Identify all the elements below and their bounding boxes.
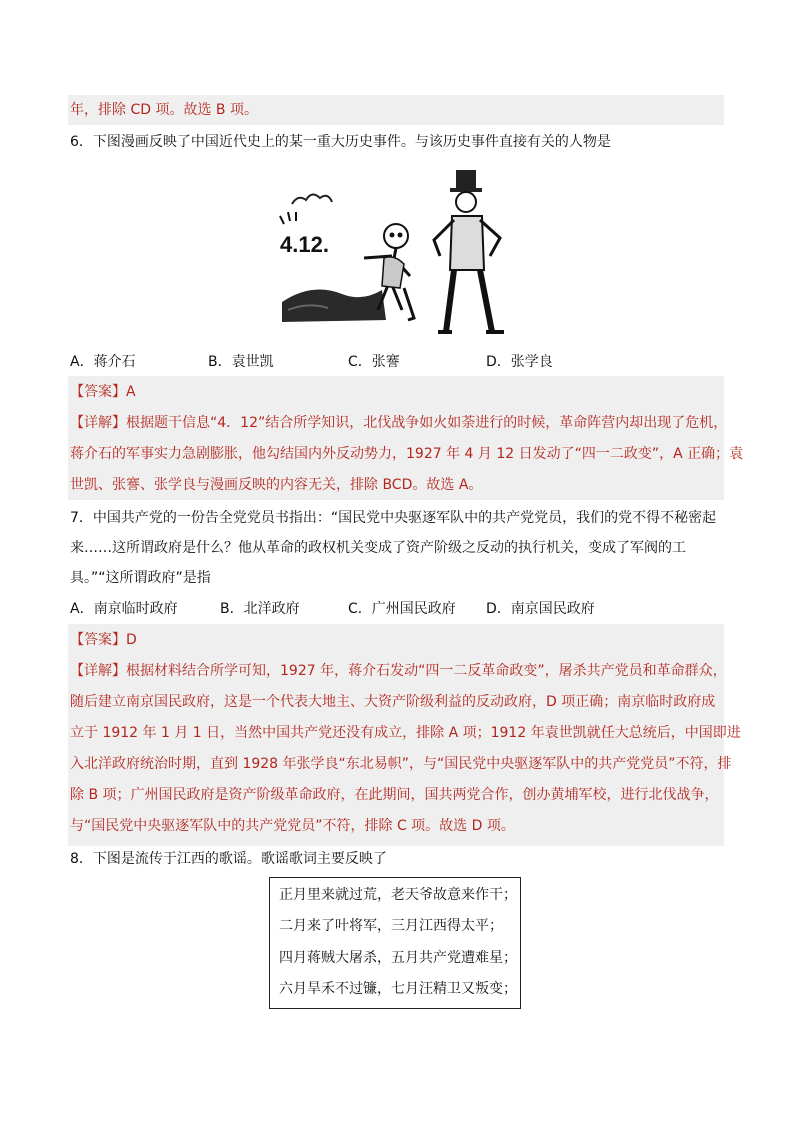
ballad-box [269,877,521,1009]
q7-option-a: A．南京临时政府 [70,601,178,617]
ballad-line-2: 二月来了叶将军，三月江西得太平； [279,918,503,934]
q7-detail-line-4: 入北洋政府统治时期，直到 1928 年张学良“东北易帜”，与“国民党中央驱逐军队中的共产党党员”不符，排 [70,756,732,772]
q7-answer [70,629,137,651]
q7-stem-line-3: 具。”“这所谓政府”是指 [70,570,211,586]
q7-stem-line-1: 7．中国共产党的一份告全党党员书指出：“国民党中央驱逐军队中的共产党党员，我们的党不得不秘密起 [70,510,717,526]
q7-option-c: C．广州国民政府 [348,601,456,617]
q6-detail-line-2: 蒋介石的军事实力急剧膨胀，他勾结国内外反动势力，1927 年 4 月 12 日发动了“四一二政变”，A 正确；袁 [70,446,744,462]
answer-value: D [126,632,137,648]
q7-detail-line-6: 与“国民党中央驱逐军队中的共产党党员”不符，排除 C 项。故选 D 项。 [70,818,515,834]
answer-value: A [126,384,136,400]
q7-detail-line-3: 立于 1912 年 1 月 1 日，当然中国共产党还没有成立，排除 A 项；1912 年袁世凯就任大总统后，中国即进 [70,725,741,741]
cartoon-label: 4.12. [280,232,329,257]
answer-tag: 【答案】 [70,384,126,400]
q6-detail-line-3: 世凯、张謇、张学良与漫画反映的内容无关，排除 BCD。故选 A。 [70,477,483,493]
q6-option-c: C．张謇 [348,354,400,370]
q7-detail-line-5: 除 B 项；广州国民政府是资产阶级革命政府，在此期间，国共两党合作，创办黄埔军校，进行北伐战争， [70,787,719,803]
q7-detail-line-2: 随后建立南京国民政府，这是一个代表大地主、大资产阶级利益的反动政府，D 项正确；南京临时政府成 [70,694,716,710]
detail-text: 根据材料结合所学可知，1927 年，蒋介石发动“四一二反革命政变”，屠杀共产党员和革命群众， [126,663,727,679]
answer-tag: 【答案】 [70,632,126,648]
detail-tag: 【详解】 [70,663,126,679]
q6-option-d: D．张学良 [486,354,553,370]
q7-stem-line-2: 来……这所谓政府是什么？他从革命的政权机关变成了资产阶级之反动的执行机关，变成了军阀的工 [70,540,686,556]
q7-detail-line-1 [70,660,727,682]
detail-tag: 【详解】 [70,415,126,431]
q6-stem: 6．下图漫画反映了中国近代史上的某一重大历史事件。与该历史事件直接有关的人物是 [70,134,611,150]
q6-detail-line-1 [70,412,727,434]
q6-option-b: B．袁世凯 [208,354,274,370]
ballad-line-3: 四月蒋贼大屠杀，五月共产党遭难星； [279,950,517,966]
prev-answer-tail: 年，排除 CD 项。故选 B 项。 [70,102,258,118]
ballad-line-4: 六月旱禾不过镰，七月汪精卫又叛变； [279,981,517,997]
q8-stem: 8．下图是流传于江西的歌谣。歌谣歌词主要反映了 [70,851,387,867]
q6-option-a: A．蒋介石 [70,354,136,370]
q6-answer [70,381,136,403]
cartoon-image [278,160,520,342]
q7-option-b: B．北洋政府 [220,601,300,617]
ballad-line-1: 正月里来就过荒，老天爷故意来作干； [279,887,517,903]
q7-option-d: D．南京国民政府 [486,601,595,617]
detail-text: 根据题干信息“4．12”结合所学知识，北伐战争如火如荼进行的时候，革命阵营内却出现了危机， [126,415,728,431]
